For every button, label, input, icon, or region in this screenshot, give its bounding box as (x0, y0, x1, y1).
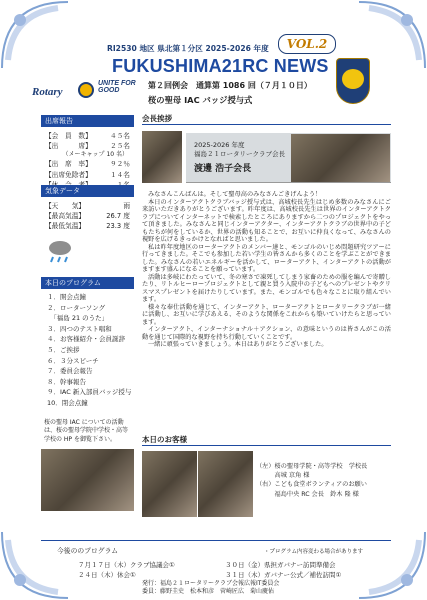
program-item: 10．閉会点鐘 (47, 398, 88, 407)
guest-line: 福島中央 RC 会長 鈴木 隆 様 (256, 490, 359, 498)
stat-row: 【出 席】 ２５名 (45, 142, 130, 151)
program-item: ３．四つのテスト唱和 (47, 324, 112, 333)
meeting-info: 第２回例会 通算第 1086 回（７月１０日） (148, 81, 312, 90)
future-item: ３０日（金）県担ガバナー訪問準備会 (225, 561, 336, 569)
president-section (142, 113, 391, 431)
meeting-hall-photo (291, 134, 390, 182)
program-item: ５．ご挨拶 (47, 345, 80, 354)
attendance-section (41, 115, 134, 190)
publisher-line: 発行：福島２１ロータリークラブ会報広報IT委員会 (142, 580, 280, 587)
district-line: RI2530 地区 県北第１分区 2025-2026 年度 (107, 44, 269, 53)
stat-row: 【出 席 率】 ９２％ (45, 160, 130, 169)
attendance-heading: 出席報告 (41, 115, 134, 127)
stat-row: 【会 員 数】 ４５名 (45, 132, 130, 140)
committee-line: 委員：藤野圭史 松本和彦 菅崎匠広 菊山慶佑 (142, 588, 275, 595)
unite-for-good-logo: UNITE FOR GOOD (98, 80, 136, 94)
article-paragraph: インターアクト、インターナショナル＋アクション、の意味というのは皆さんがこの活動を通じて国際的な視野を持ち行動していくことです。 (142, 326, 391, 341)
program-item: ２．ローターソング (47, 303, 106, 312)
future-heading: 今後ののプログラム (57, 547, 119, 555)
president-portrait (142, 131, 182, 183)
article-paragraph: 一緒に頑張っていきましょう。本日はありがとうございました。 (148, 341, 328, 348)
weather-section (41, 185, 134, 268)
iac-note: 桜の聖母 IAC についての活動は、桜の聖母学院中学校・高等学校の HP を御覧下さい。 (44, 418, 129, 443)
program-item: ４．お客様紹介・会員誕辞 (47, 335, 125, 344)
volume-badge: VOL.2 (278, 34, 336, 54)
future-list-left (78, 561, 175, 580)
president-club: 福島２１ロータリークラブ会長 (194, 150, 285, 158)
program-section (41, 277, 134, 511)
president-year: 2025-2026 年度 (194, 141, 245, 149)
weather-row: 【最低気温】 23.3 度 (45, 222, 130, 231)
future-note: ・プログラム内容変わる場合があります (264, 549, 363, 555)
future-program (41, 540, 391, 578)
publisher-footer (42, 580, 392, 596)
weather-row: 【天 気】 雨 (45, 202, 130, 210)
article-paragraph: みなさんこんばんは。そして聖母高のみなさんごきげんよう！ (148, 191, 322, 198)
program-item: ８．幹事報告 (47, 377, 86, 386)
guest-line: （右）こども食堂ボランティアのお願い (256, 481, 367, 489)
newsletter-header (0, 0, 427, 112)
program-item: 「福島 21 のうた」 (47, 314, 109, 323)
future-item: ７月１７日（木）クラブ協議会① (78, 561, 175, 569)
rotary-wordmark: Rotary (32, 86, 63, 98)
weather-row: 【最高気温】 26.7 度 (45, 212, 130, 221)
weather-heading: 気象データ (41, 185, 134, 197)
meeting-theme: 桜の聖母 IAC バッジ授与式 (148, 95, 253, 105)
future-list-right (225, 561, 341, 580)
guest-photo-left (142, 451, 197, 517)
article-paragraph: 活動は多岐にわたっていて、冬の寒さで凍死してしまう家畜のための服を編んで寄贈したり、リトルヒーロープロジェクトとして親と買う入院中の子どもへのプレゼントやクリスマスプレゼントを届けたりしています。また、モンゴルでも色々なことに取り組んでいます。 (142, 273, 391, 303)
guest-line: 高城 京角 様 (256, 472, 310, 480)
guests-heading: 本日のお客様 (142, 434, 391, 446)
program-item: ７．委員会報告 (47, 367, 93, 376)
president-name: 渡邊 浩子会長 (194, 164, 252, 174)
rotary-logo (30, 78, 88, 98)
guest-list (256, 462, 367, 499)
newsletter-title: FUKUSHIMA21RC NEWS (112, 56, 329, 76)
president-heading: 会長挨拶 (142, 113, 391, 125)
program-heading: 本日のプログラム (41, 277, 134, 289)
article-paragraph: 様々な奉仕活動を通じて、インターアクト、ローターアクトとロータリークラブが一緒に活動し、お互いに学びあえる、そのような関係をこれからも築いていけたらと思っています。 (142, 303, 391, 326)
guest-line: （左）桜の聖母学院・高等学校 学校長 (256, 463, 368, 470)
guest-photo-right (198, 451, 253, 517)
future-item: ３１日（木）ガバナー公式／補佐訪問① (225, 570, 342, 579)
future-item: ２４日（木）休会① (78, 570, 136, 579)
rotary-wheel-icon (78, 82, 94, 98)
rain-cloud-icon (47, 238, 73, 264)
article-paragraph: 私は昨年度地区のローターアクトのメンバー達と、モンゴルのいじめ問題研究ツアーに行ってきました。そこでも参加した若い学生の皆さんから多くのことを学ぶことができました。みなさんの若いエネルギーを活かして、ローターアクト、インターアクトの活動がますます盛んになることを願っています。 (142, 243, 391, 273)
program-item: ６．３分スピーチ (47, 356, 99, 365)
club-crest-icon (336, 58, 370, 104)
meeting-photo (41, 449, 134, 511)
article-paragraph: 本日のインターアクトクラブバッジ授与式は、高城校長先生はじめ多数のみなさんにご来訪いただきありがとうございます。昨年度は、高城校長先生は世界のインターアクトクラブについてインターネットで検索したところにありますから二つのプロジェクトをやって頂きました。みなさんと同じインターアクター、インターアクトクラブの世界中の子どもたちが何をしているか、世界の活動も知ることで、お互いに仲良くなって、みなさんの視野を広げるきっかけとなればと思いました。 (142, 198, 391, 243)
program-item: ９．IAC 新入部員バッジ授与 (47, 388, 132, 397)
president-nameplate (186, 133, 391, 183)
program-item: １．開会点鐘 (47, 293, 86, 301)
president-message (142, 191, 391, 349)
stat-row: 【出席免除者】 １４名 (45, 170, 130, 179)
makeup-note: （メーキャップ 10 名） (62, 151, 128, 159)
